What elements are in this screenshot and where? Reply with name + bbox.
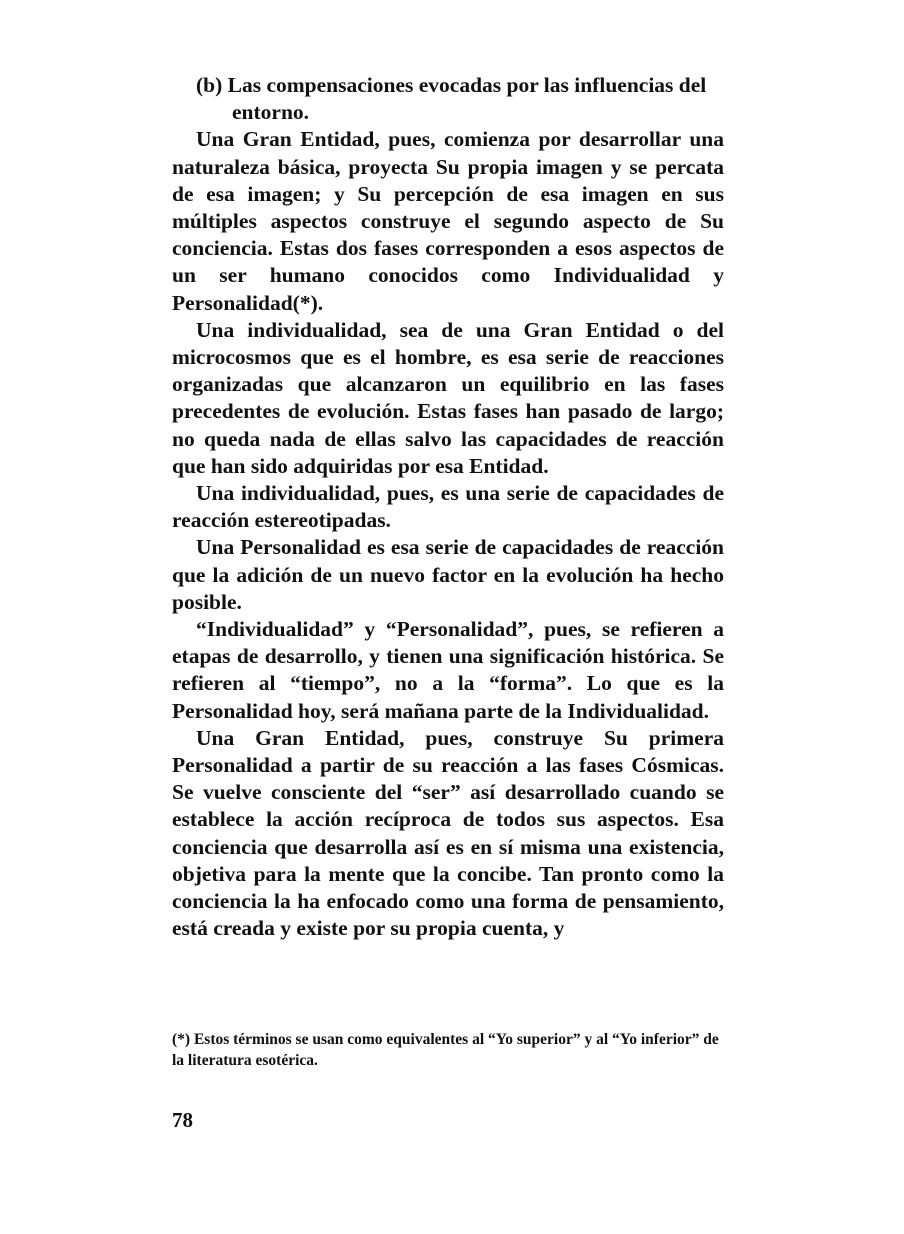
- paragraph-6: Una Gran Entidad, pues, construye Su primera Personalidad a partir de su reacción a las fases Cósmicas. Se vuelve consciente del “ser” así desarrollado cuando se establece la acción recíproca de todos sus aspectos. Esa conciencia que desarrolla así es en sí misma una existencia, objetiva para la mente que la concibe. Tan pronto como la conciencia la ha enfocado como una forma de pensamiento, está creada y existe por su propia cuenta, y: [172, 725, 724, 941]
- paragraph-3: Una individualidad, pues, es una serie de capacidades de reacción estereotipadas.: [172, 481, 724, 533]
- paragraph-2: Una individualidad, sea de una Gran Entidad o del microcosmos que es el hombre, es esa serie de reacciones organizadas que alcanzaron un equilibrio en las fases precedentes de evolución. Estas fases han pasado de largo; no queda nada de ellas salvo las capacidades de reacción que han sido adquiridas por esa Entidad.: [172, 317, 724, 478]
- paragraph-1: Una Gran Entidad, pues, comienza por desarrollar una naturaleza básica, proyecta Su propia imagen y se percata de esa imagen; y Su percepción de esa imagen en sus múltiples aspectos construye el segundo aspecto de Su conciencia. Estas dos fases corresponden a esos aspectos de un ser humano conocidos como Individualidad y Personalidad(*).: [172, 127, 724, 315]
- page-body: [172, 72, 724, 943]
- page-number: 78: [172, 1108, 193, 1132]
- list-item-b: (b) Las compensaciones evocadas por las influencias del entorno.: [196, 73, 707, 125]
- paragraph-4: Una Personalidad es esa serie de capacidades de reacción que la adición de un nuevo factor en la evolución ha hecho posible.: [172, 535, 724, 614]
- footnote: (*) Estos términos se usan como equivalentes al “Yo superior” y al “Yo inferior” de la literatura esotérica.: [172, 1031, 719, 1069]
- paragraph-5: “Individualidad” y “Personalidad”, pues, se refieren a etapas de desarrollo, y tienen una significación histórica. Se refieren al “tiempo”, no a la “forma”. Lo que es la Personalidad hoy, será mañana parte de la Individualidad.: [172, 617, 724, 723]
